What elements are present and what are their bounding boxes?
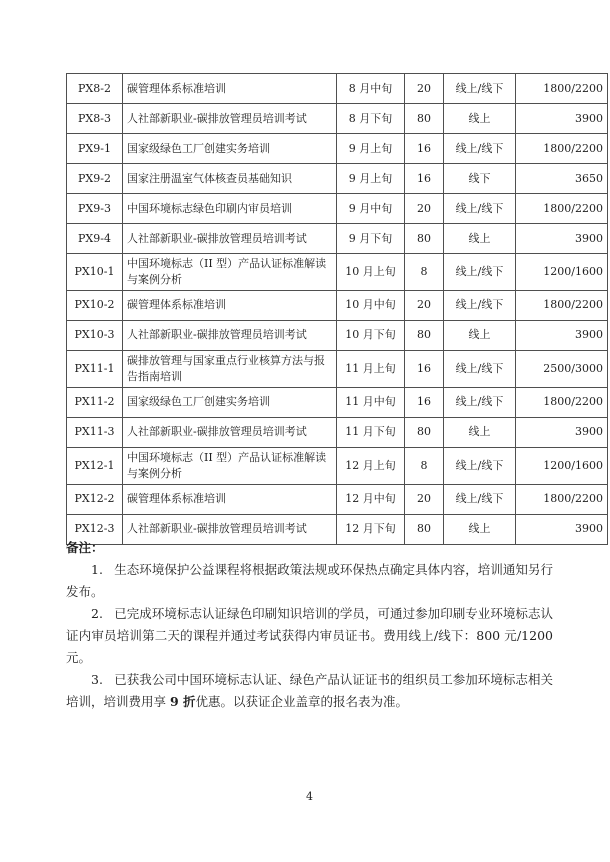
course-format: 线上/线下 — [444, 387, 516, 417]
course-code: PX10-3 — [67, 320, 123, 350]
course-date: 11 月中旬 — [337, 387, 405, 417]
note-number: 3. — [91, 672, 103, 687]
course-name: 中国环境标志绿色印刷内审员培训 — [123, 194, 337, 224]
course-date: 10 月下旬 — [337, 320, 405, 350]
course-price: 3650 — [516, 164, 608, 194]
note-text: 已获我公司中国环境标志认证、绿色产品认证证书的组织员工参加环境标志相关培训，培训费用享 — [66, 672, 553, 709]
note-text: 已完成环境标志认证绿色印刷知识培训的学员，可通过参加印刷专业环境标志认证内审员培训第二天的课程并通过考试获得内审员证书。费用线上/线下：800 元/1200 元。 — [66, 606, 553, 665]
course-code: PX10-2 — [67, 290, 123, 320]
course-date: 8 月中旬 — [337, 74, 405, 104]
course-code: PX9-1 — [67, 134, 123, 164]
course-hours: 80 — [405, 417, 444, 447]
course-date: 11 月上旬 — [337, 350, 405, 387]
course-format: 线上 — [444, 224, 516, 254]
course-name: 碳管理体系标准培训 — [123, 290, 337, 320]
course-price: 1800/2200 — [516, 74, 608, 104]
course-price: 1800/2200 — [516, 134, 608, 164]
course-name: 人社部新职业-碳排放管理员培训考试 — [123, 320, 337, 350]
note-text-bold: 9 折 — [169, 694, 196, 709]
course-date: 10 月中旬 — [337, 290, 405, 320]
course-format: 线上/线下 — [444, 134, 516, 164]
note-text: 优惠。以获证企业盖章的报名表为准。 — [195, 694, 409, 709]
course-date: 11 月下旬 — [337, 417, 405, 447]
course-format: 线上 — [444, 320, 516, 350]
course-date: 8 月下旬 — [337, 104, 405, 134]
note-item-2 — [66, 603, 553, 669]
course-name: 中国环境标志（II 型）产品认证标准解读与案例分析 — [123, 447, 337, 484]
note-item-3 — [66, 669, 553, 713]
course-code: PX11-1 — [67, 350, 123, 387]
training-schedule-table — [66, 73, 608, 545]
course-hours: 8 — [405, 254, 444, 291]
table-row — [67, 104, 608, 134]
course-name: 国家级绿色工厂创建实务培训 — [123, 387, 337, 417]
table-row — [67, 447, 608, 484]
course-price: 3900 — [516, 417, 608, 447]
table-row — [67, 164, 608, 194]
course-hours: 16 — [405, 134, 444, 164]
course-code: PX9-3 — [67, 194, 123, 224]
course-hours: 16 — [405, 164, 444, 194]
course-price: 1800/2200 — [516, 387, 608, 417]
course-name: 碳管理体系标准培训 — [123, 74, 337, 104]
course-date: 9 月下旬 — [337, 224, 405, 254]
table-row — [67, 320, 608, 350]
course-date: 12 月上旬 — [337, 447, 405, 484]
page-number: 4 — [306, 790, 313, 803]
course-name: 碳管理体系标准培训 — [123, 484, 337, 514]
note-text: 生态环境保护公益课程将根据政策法规或环保热点确定具体内容，培训通知另行发布。 — [66, 562, 553, 599]
course-name: 国家级绿色工厂创建实务培训 — [123, 134, 337, 164]
course-name: 国家注册温室气体核查员基础知识 — [123, 164, 337, 194]
course-format: 线上 — [444, 514, 516, 544]
course-hours: 8 — [405, 447, 444, 484]
course-code: PX11-2 — [67, 387, 123, 417]
course-hours: 16 — [405, 387, 444, 417]
course-format: 线上/线下 — [444, 484, 516, 514]
course-code: PX12-3 — [67, 514, 123, 544]
course-format: 线上 — [444, 104, 516, 134]
course-name: 碳排放管理与国家重点行业核算方法与报告指南培训 — [123, 350, 337, 387]
notes-heading: 备注： — [66, 540, 104, 555]
course-price: 3900 — [516, 224, 608, 254]
course-price: 2500/3000 — [516, 350, 608, 387]
course-name: 人社部新职业-碳排放管理员培训考试 — [123, 417, 337, 447]
course-price: 3900 — [516, 320, 608, 350]
table-row — [67, 134, 608, 164]
course-code: PX9-2 — [67, 164, 123, 194]
course-date: 12 月中旬 — [337, 484, 405, 514]
table-row — [67, 387, 608, 417]
table-row — [67, 484, 608, 514]
course-format: 线上/线下 — [444, 350, 516, 387]
course-hours: 80 — [405, 104, 444, 134]
course-name: 人社部新职业-碳排放管理员培训考试 — [123, 514, 337, 544]
course-hours: 20 — [405, 484, 444, 514]
course-code: PX12-1 — [67, 447, 123, 484]
course-price: 3900 — [516, 514, 608, 544]
table-row — [67, 290, 608, 320]
course-price: 1800/2200 — [516, 194, 608, 224]
note-item-1 — [66, 559, 553, 603]
course-name: 人社部新职业-碳排放管理员培训考试 — [123, 224, 337, 254]
course-name: 中国环境标志（II 型）产品认证标准解读与案例分析 — [123, 254, 337, 291]
table-row — [67, 194, 608, 224]
course-price: 1200/1600 — [516, 447, 608, 484]
course-hours: 80 — [405, 514, 444, 544]
course-price: 1800/2200 — [516, 484, 608, 514]
note-number: 1. — [91, 562, 103, 577]
note-number: 2. — [91, 606, 103, 621]
table-row — [67, 254, 608, 291]
course-format: 线上/线下 — [444, 194, 516, 224]
course-hours: 16 — [405, 350, 444, 387]
table-row — [67, 350, 608, 387]
course-code: PX10-1 — [67, 254, 123, 291]
course-format: 线下 — [444, 164, 516, 194]
course-hours: 80 — [405, 320, 444, 350]
table-row — [67, 74, 608, 104]
course-code: PX9-4 — [67, 224, 123, 254]
course-hours: 20 — [405, 194, 444, 224]
course-date: 9 月上旬 — [337, 134, 405, 164]
course-price: 1200/1600 — [516, 254, 608, 291]
course-name: 人社部新职业-碳排放管理员培训考试 — [123, 104, 337, 134]
course-hours: 80 — [405, 224, 444, 254]
course-code: PX11-3 — [67, 417, 123, 447]
course-date: 10 月上旬 — [337, 254, 405, 291]
table-row — [67, 224, 608, 254]
course-price: 3900 — [516, 104, 608, 134]
course-price: 1800/2200 — [516, 290, 608, 320]
course-code: PX8-3 — [67, 104, 123, 134]
course-hours: 20 — [405, 74, 444, 104]
course-format: 线上/线下 — [444, 290, 516, 320]
course-code: PX8-2 — [67, 74, 123, 104]
table-row — [67, 417, 608, 447]
course-date: 12 月下旬 — [337, 514, 405, 544]
course-date: 9 月中旬 — [337, 194, 405, 224]
course-code: PX12-2 — [67, 484, 123, 514]
course-format: 线上/线下 — [444, 74, 516, 104]
course-hours: 20 — [405, 290, 444, 320]
course-format: 线上 — [444, 417, 516, 447]
course-format: 线上/线下 — [444, 254, 516, 291]
course-format: 线上/线下 — [444, 447, 516, 484]
course-date: 9 月上旬 — [337, 164, 405, 194]
notes-section — [66, 537, 553, 713]
